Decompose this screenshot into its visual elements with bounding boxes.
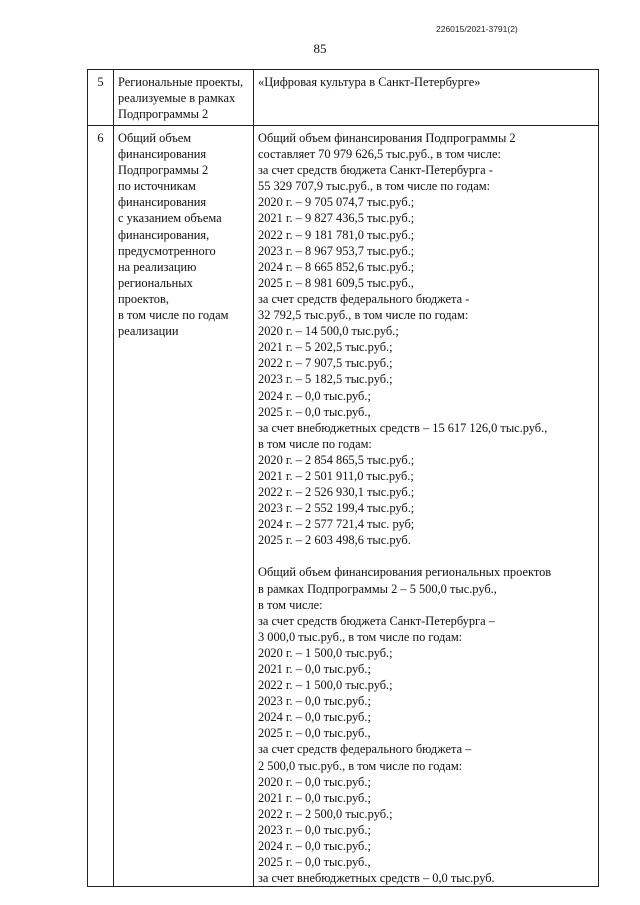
row-label-line: Общий объем xyxy=(118,131,192,145)
content-line: за счет внебюджетных средств – 15 617 126,0 тыс.руб., xyxy=(258,420,548,435)
row-label-line: региональных xyxy=(118,275,193,290)
content-line: 2020 г. – 1 500,0 тыс.руб.; xyxy=(258,645,393,660)
row-content xyxy=(254,126,599,887)
row-label-line: Подпрограммы 2 xyxy=(118,163,209,178)
row-label xyxy=(114,70,254,126)
row-number: 5 xyxy=(88,70,114,126)
content-line: 2023 г. – 5 182,5 тыс.руб.; xyxy=(258,372,393,387)
content-line: в том числе по годам: xyxy=(258,436,372,451)
row-label-line: в том числе по годам xyxy=(118,308,229,323)
content-line: 2025 г. – 0,0 тыс.руб., xyxy=(258,404,371,419)
row-label-line: реализуемые в рамках xyxy=(118,91,236,106)
row-label-line: реализации xyxy=(118,324,179,339)
content-line: 2024 г. – 2 577 721,4 тыс. руб; xyxy=(258,517,415,532)
content-line: 2023 г. – 0,0 тыс.руб.; xyxy=(258,694,371,709)
content-line: 2023 г. – 2 552 199,4 тыс.руб.; xyxy=(258,501,415,516)
content-line: 2025 г. – 8 981 609,5 тыс.руб., xyxy=(258,275,414,290)
content-line: 2022 г. – 7 907,5 тыс.руб.; xyxy=(258,356,393,371)
content-line: 2021 г. – 0,0 тыс.руб.; xyxy=(258,790,371,805)
passport-table-body xyxy=(88,70,599,887)
row-label-line: Подпрограммы 2 xyxy=(118,107,209,122)
content-line: 2020 г. – 9 705 074,7 тыс.руб.; xyxy=(258,195,415,210)
page-number: 85 xyxy=(313,41,327,56)
content-line: 3 000,0 тыс.руб., в том числе по годам: xyxy=(258,629,463,644)
content-line: 2 500,0 тыс.руб., в том числе по годам: xyxy=(258,758,463,773)
content-line: 55 329 707,9 тыс.руб., в том числе по годам: xyxy=(258,179,491,194)
content-line: 2022 г. – 1 500,0 тыс.руб.; xyxy=(258,678,393,693)
content-line: 2021 г. – 5 202,5 тыс.руб.; xyxy=(258,340,393,355)
row-label-line: с указанием объема xyxy=(118,211,222,226)
content-line: 2023 г. – 0,0 тыс.руб.; xyxy=(258,822,371,837)
content-line: 2020 г. – 2 854 865,5 тыс.руб.; xyxy=(258,452,415,467)
row-label-line: Региональные проекты, xyxy=(118,75,244,89)
content-line: за счет средств федерального бюджета - xyxy=(258,291,470,306)
content-line: 2021 г. – 0,0 тыс.руб.; xyxy=(258,662,371,676)
row-content xyxy=(254,70,599,126)
content-line: за счет средств бюджета Санкт-Петербурга - xyxy=(258,163,493,178)
passport-table xyxy=(87,69,599,887)
content-line: 2022 г. – 2 500,0 тыс.руб.; xyxy=(258,806,393,821)
table-row xyxy=(88,70,599,126)
content-line: за счет внебюджетных средств – 0,0 тыс.руб. xyxy=(258,871,495,886)
content-line: 2025 г. – 0,0 тыс.руб., xyxy=(258,726,371,741)
content-line: 2020 г. – 14 500,0 тыс.руб.; xyxy=(258,324,399,339)
content-line: 2024 г. – 0,0 тыс.руб.; xyxy=(258,839,371,854)
row-label-line: по источникам xyxy=(118,179,196,194)
content-line: за счет средств федерального бюджета – xyxy=(258,742,472,757)
content-line: в рамках Подпрограммы 2 – 5 500,0 тыс.руб., xyxy=(258,581,497,596)
content-line: 2024 г. – 0,0 тыс.руб.; xyxy=(258,710,371,725)
content-line: в том числе: xyxy=(258,597,323,612)
content-line: 2024 г. – 0,0 тыс.руб.; xyxy=(258,388,371,403)
row-label-line: финансирования xyxy=(118,147,207,162)
row-label-line: финансирования xyxy=(118,195,207,210)
content-line: Общий объем финансирования региональных проектов xyxy=(258,565,552,580)
content-line: 2022 г. – 2 526 930,1 тыс.руб.; xyxy=(258,485,415,500)
document-id: 226015/2021-3791(2) xyxy=(436,24,518,34)
content-line: «Цифровая культура в Санкт-Петербурге» xyxy=(258,75,481,89)
content-line: 32 792,5 тыс.руб., в том числе по годам: xyxy=(258,308,469,323)
content-line: 2021 г. – 2 501 911,0 тыс.руб.; xyxy=(258,468,414,483)
content-line: Общий объем финансирования Подпрограммы 2 xyxy=(258,131,516,145)
content-line: 2025 г. – 0,0 тыс.руб., xyxy=(258,855,371,870)
content-line: за счет средств бюджета Санкт-Петербурга – xyxy=(258,613,495,628)
content-line: 2021 г. – 9 827 436,5 тыс.руб.; xyxy=(258,211,415,226)
content-line: составляет 70 979 626,5 тыс.руб., в том числе: xyxy=(258,147,501,162)
row-label-line: на реализацию xyxy=(118,259,197,274)
content-line: 2024 г. – 8 665 852,6 тыс.руб.; xyxy=(258,259,415,274)
paragraph-gap xyxy=(258,548,596,564)
row-label-line: финансирования, xyxy=(118,227,210,242)
table-row xyxy=(88,126,599,887)
content-line: 2022 г. – 9 181 781,0 тыс.руб.; xyxy=(258,227,415,242)
content-line: 2025 г. – 2 603 498,6 тыс.руб. xyxy=(258,533,411,548)
row-label xyxy=(114,126,254,887)
content-line: 2020 г. – 0,0 тыс.руб.; xyxy=(258,774,371,789)
content-line: 2023 г. – 8 967 953,7 тыс.руб.; xyxy=(258,243,415,258)
row-number: 6 xyxy=(88,126,114,887)
row-label-line: предусмотренного xyxy=(118,243,216,258)
row-label-line: проектов, xyxy=(118,291,169,306)
